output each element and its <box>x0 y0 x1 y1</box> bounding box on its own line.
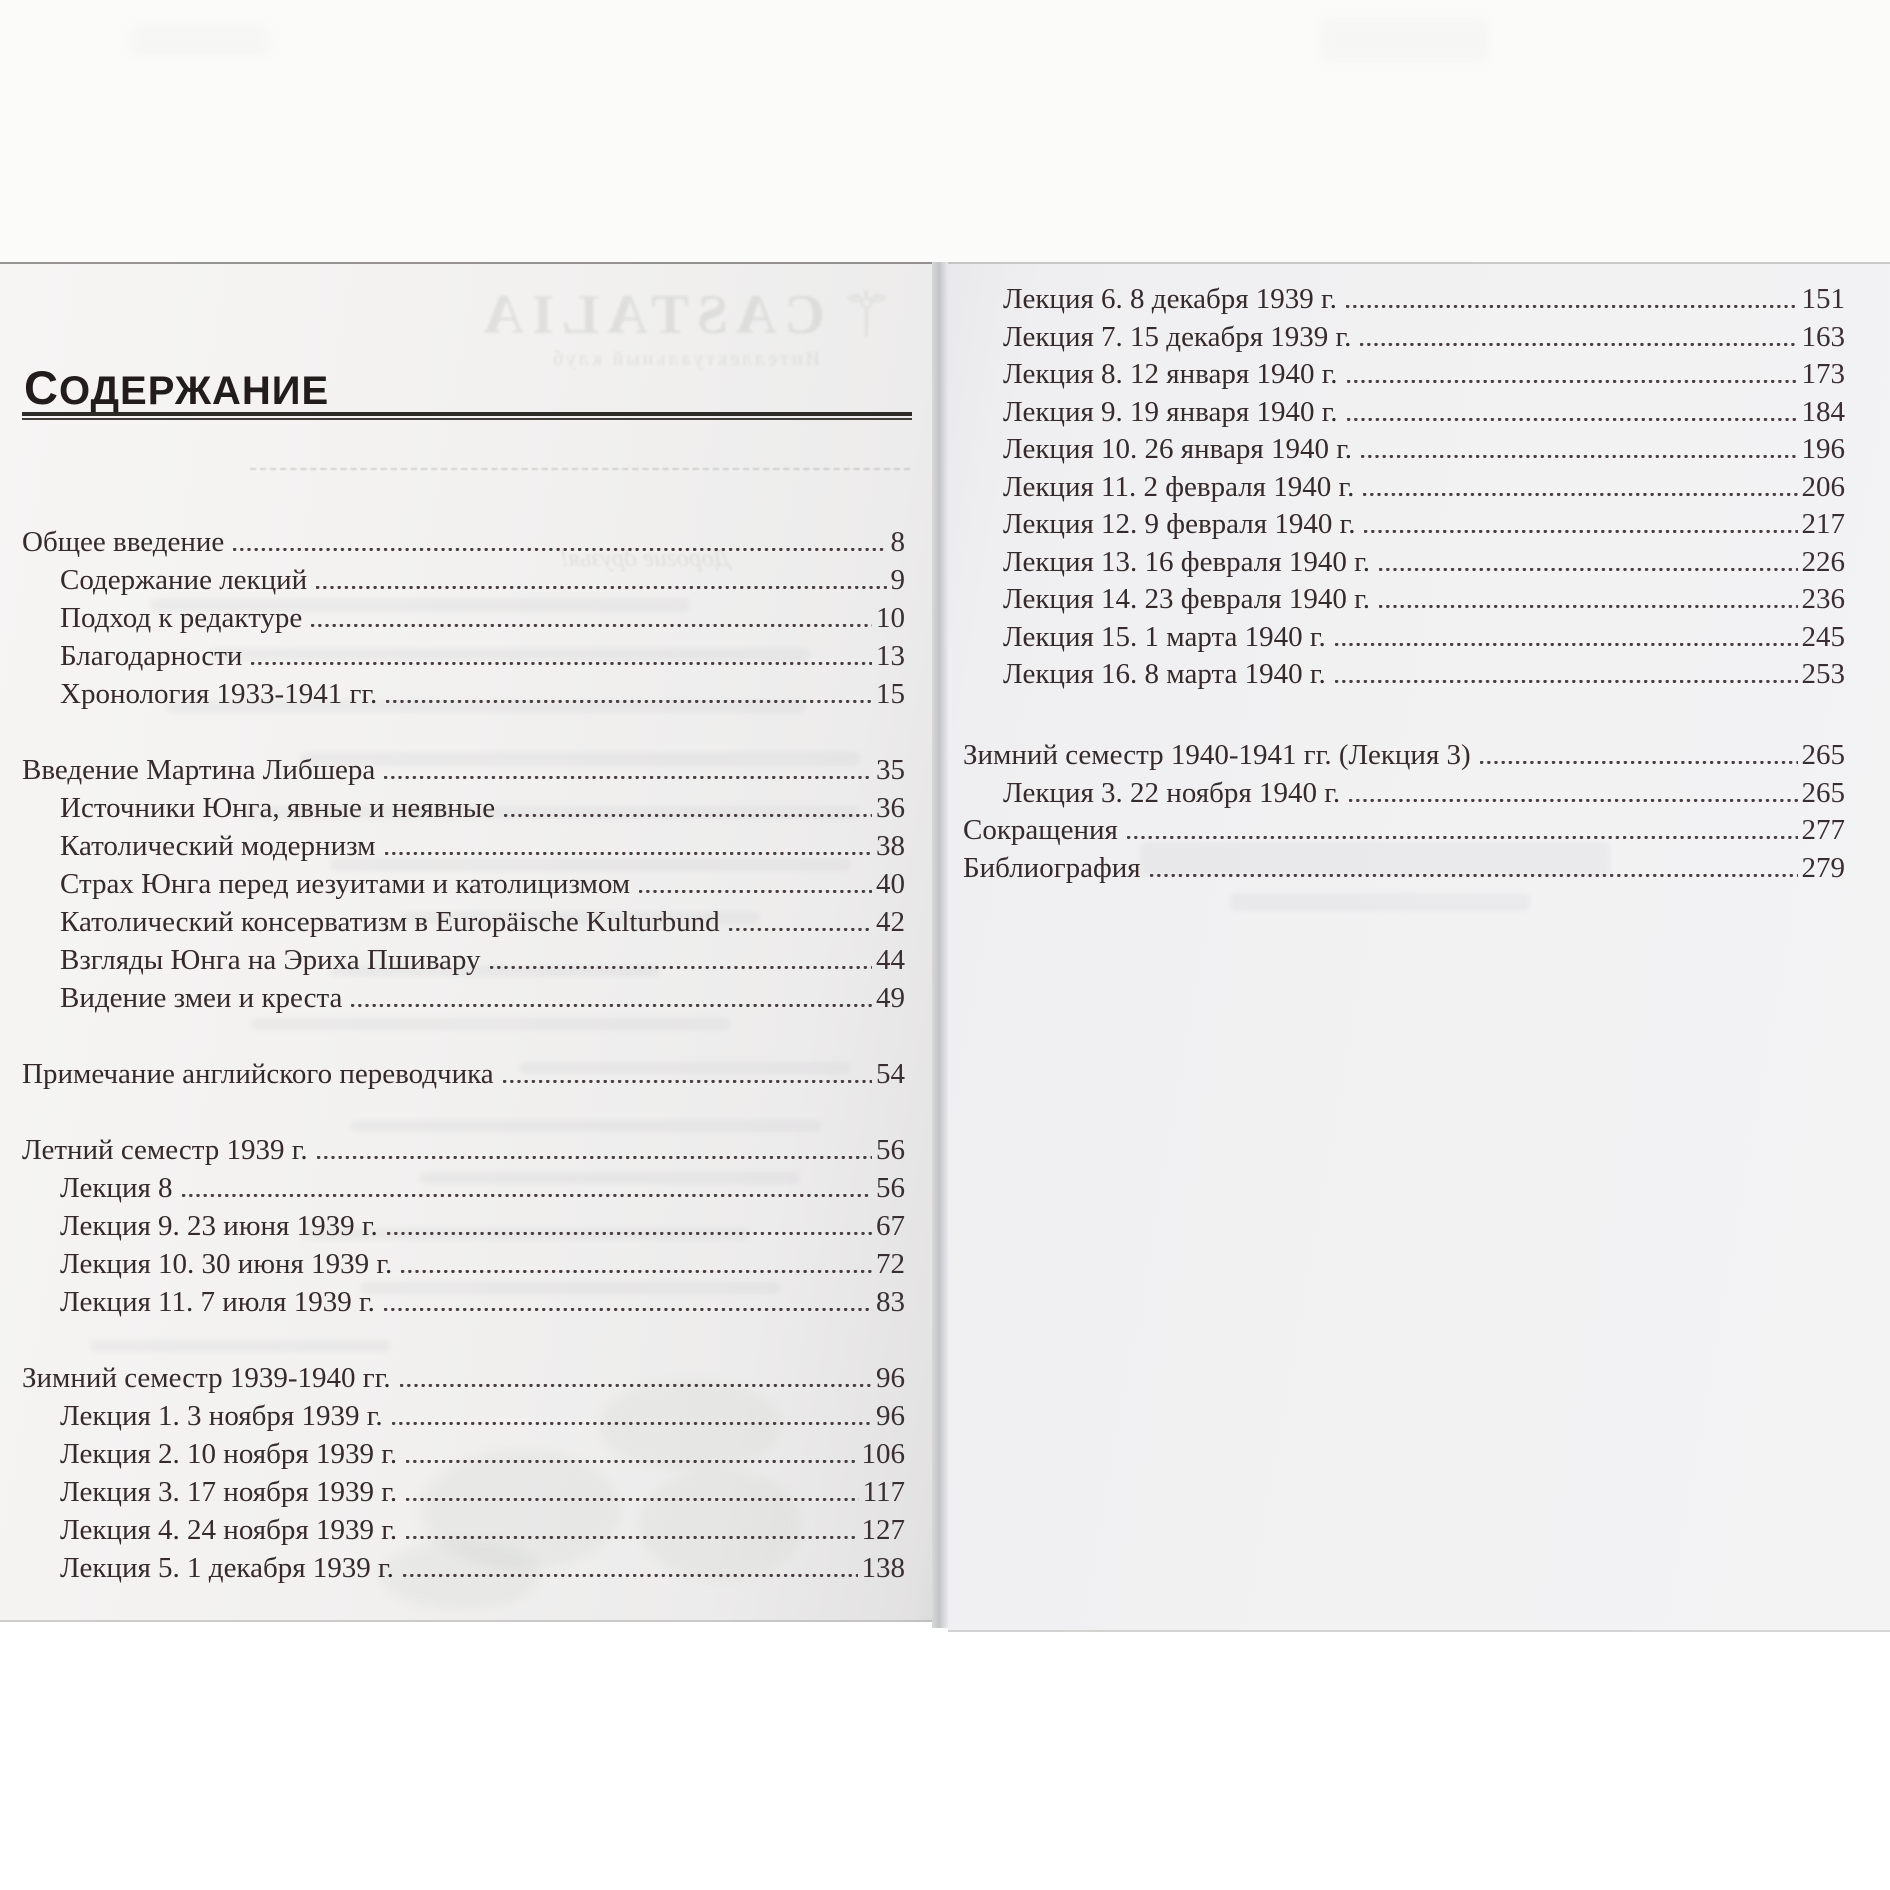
toc-entry <box>1003 433 1845 471</box>
toc-page-number: 15 <box>876 678 905 710</box>
toc-page-number: 127 <box>861 1514 905 1546</box>
page-title: СОДЕРЖАНИЕ <box>24 361 330 414</box>
toc-entry-label: Католический консерватизм в Europäische Kulturbund <box>60 906 720 938</box>
toc-entry-label: Католический модернизм <box>60 830 376 862</box>
dot-leader <box>1335 643 1798 646</box>
toc-page-number: 184 <box>1801 395 1845 428</box>
toc-entry-label: Лекция 9. 23 июня 1939 г. <box>60 1210 378 1242</box>
toc-page-number: 106 <box>861 1438 905 1470</box>
toc-entry-label: Видение змеи и креста <box>60 982 343 1014</box>
bleed-brand-name: CASTALIA <box>475 284 825 346</box>
toc-entry <box>1003 471 1845 509</box>
toc-page-number: 54 <box>876 1058 905 1090</box>
toc-page-number: 151 <box>1801 283 1845 315</box>
toc-page-number: 217 <box>1801 508 1845 540</box>
toc-entry-label: Лекция 3. 22 ноября 1940 г. <box>1003 776 1341 809</box>
toc-entry-label: Лекция 10. 26 января 1940 г. <box>1003 433 1353 465</box>
toc-entry-label: Лекция 11. 2 февраля 1940 г. <box>1003 470 1355 503</box>
toc-entry-label: Введение Мартина Либшера <box>22 754 376 786</box>
toc-page-number: 279 <box>1801 851 1845 884</box>
toc-page-number: 96 <box>876 1400 905 1432</box>
toc-entry-label: Лекция 12. 9 февраля 1940 г. <box>1003 508 1356 540</box>
toc-page-number: 96 <box>876 1362 905 1394</box>
toc-page-number: 236 <box>1801 583 1845 615</box>
toc-entry <box>1003 358 1845 396</box>
toc-entry <box>1003 396 1845 434</box>
dot-leader <box>1346 305 1798 308</box>
toc-entry-label: Лекция 2. 10 ноября 1939 г. <box>60 1438 398 1470</box>
toc-entry-label: Лекция 6. 8 декабря 1939 г. <box>1003 283 1337 315</box>
toc-entry-label: Сокращения <box>963 814 1118 846</box>
bleed-brand-subtitle: Интеллектуальный клуб <box>550 348 820 370</box>
castalia-sigil-icon: ⚚ <box>838 278 895 351</box>
bleed-greeting: Дорогие друзья! <box>560 545 730 572</box>
toc-entry-label: Лекция 8. 12 января 1940 г. <box>1003 358 1338 390</box>
toc-page-number: 72 <box>876 1248 905 1280</box>
toc-entry-label: Лекция 16. 8 марта 1940 г. <box>1003 658 1326 690</box>
dot-leader <box>1349 799 1797 802</box>
toc-entry-label: Зимний семестр 1940-1941 гг. (Лекция 3) <box>963 739 1471 771</box>
toc-page-number: 265 <box>1801 739 1845 771</box>
toc-page-number: 56 <box>876 1172 905 1204</box>
dot-leader <box>1364 530 1797 533</box>
dot-leader <box>1127 836 1798 839</box>
toc-page-number: 42 <box>876 906 905 938</box>
toc-entry-label: Лекция 14. 23 февраля 1940 г. <box>1003 583 1370 615</box>
toc-entry-label: Лекция 11. 7 июля 1939 г. <box>60 1286 375 1318</box>
dot-leader <box>1363 493 1797 496</box>
dot-leader <box>1379 568 1798 571</box>
toc-page-number: 245 <box>1801 620 1845 653</box>
dot-leader <box>1150 874 1798 877</box>
toc-entry <box>1003 583 1845 621</box>
toc-entry <box>1003 658 1845 696</box>
toc-entry-label: Лекция 5. 1 декабря 1939 г. <box>60 1552 394 1584</box>
toc-entry-label: Страх Юнга перед иезуитами и католицизмом <box>60 868 631 900</box>
toc-entry-label: Библиография <box>963 851 1141 884</box>
toc-entry-label: Лекция 9. 19 января 1940 г. <box>1003 395 1338 428</box>
toc-entry <box>1003 546 1845 584</box>
toc-entry-label: Зимний семестр 1939-1940 гг. <box>22 1362 391 1394</box>
toc-page-number: 36 <box>876 792 905 824</box>
toc-page-number: 40 <box>876 868 905 900</box>
toc-entry-label: Лекция 13. 16 февраля 1940 г. <box>1003 545 1370 578</box>
toc-entry-label: Лекция 1. 3 ноября 1939 г. <box>60 1400 383 1432</box>
toc-entry-label: Благодарности <box>60 640 243 672</box>
toc-entry <box>1003 777 1845 815</box>
toc-page-number: 56 <box>876 1134 905 1166</box>
toc-entry <box>1003 283 1845 321</box>
toc-entry-label: Взгляды Юнга на Эриха Пшивару <box>60 944 481 976</box>
toc-entry <box>963 739 1845 777</box>
toc-page-number: 49 <box>876 982 905 1014</box>
toc-page-number: 67 <box>876 1210 905 1242</box>
toc-page-number: 38 <box>876 830 905 862</box>
dot-leader <box>1361 455 1797 458</box>
toc-page-number: 226 <box>1801 545 1845 578</box>
toc-page-number: 138 <box>861 1552 905 1584</box>
toc-entry-label: Примечание английского переводчика <box>22 1058 494 1090</box>
toc-page-number: 10 <box>876 602 905 634</box>
toc-entry-label: Летний семестр 1939 г. <box>22 1134 308 1166</box>
dot-leader <box>1360 343 1797 346</box>
toc-page-number: 35 <box>876 754 905 786</box>
toc-page-number: 9 <box>890 564 905 596</box>
toc-page-number: 117 <box>862 1476 905 1508</box>
toc-entry-label: Лекция 7. 15 декабря 1939 г. <box>1003 320 1352 353</box>
toc-entry-label: Общее введение <box>22 526 225 558</box>
toc-entry <box>1003 321 1845 359</box>
toc-entry-label: Источники Юнга, явные и неявные <box>60 792 496 824</box>
toc-page-number: 163 <box>1801 320 1845 353</box>
toc-page-number: 196 <box>1801 433 1845 465</box>
toc-page-number: 253 <box>1801 658 1845 690</box>
toc-page-number: 44 <box>876 944 905 976</box>
toc-page-number: 265 <box>1801 776 1845 809</box>
toc-entry-label: Содержание лекций <box>60 564 308 596</box>
toc-entry-label: Лекция 10. 30 июня 1939 г. <box>60 1248 393 1280</box>
toc-page-number: 13 <box>876 640 905 672</box>
toc-page-number: 277 <box>1801 814 1845 846</box>
toc-entry-label: Лекция 3. 17 ноября 1939 г. <box>60 1476 398 1508</box>
toc-entry-label: Подход к редактуре <box>60 602 303 634</box>
dot-leader <box>1480 761 1798 764</box>
dot-leader <box>1347 418 1798 421</box>
dot-leader <box>1347 380 1798 383</box>
toc-entry-label: Лекция 8 <box>60 1172 173 1204</box>
toc-entry <box>1003 621 1845 659</box>
toc-page-number: 83 <box>876 1286 905 1318</box>
toc-entry <box>963 852 1845 890</box>
toc-entry <box>1003 508 1845 546</box>
toc-page-number: 173 <box>1801 358 1845 390</box>
toc-entry <box>963 814 1845 852</box>
toc-entry-label: Лекция 4. 24 ноября 1939 г. <box>60 1514 398 1546</box>
toc-entry-label: Лекция 15. 1 марта 1940 г. <box>1003 620 1326 653</box>
dot-leader <box>1335 680 1798 683</box>
toc-entry-label: Хронология 1933-1941 гг. <box>60 678 378 710</box>
toc-page-number: 8 <box>890 526 905 558</box>
toc-page-number: 206 <box>1801 470 1845 503</box>
dot-leader <box>1379 605 1798 608</box>
